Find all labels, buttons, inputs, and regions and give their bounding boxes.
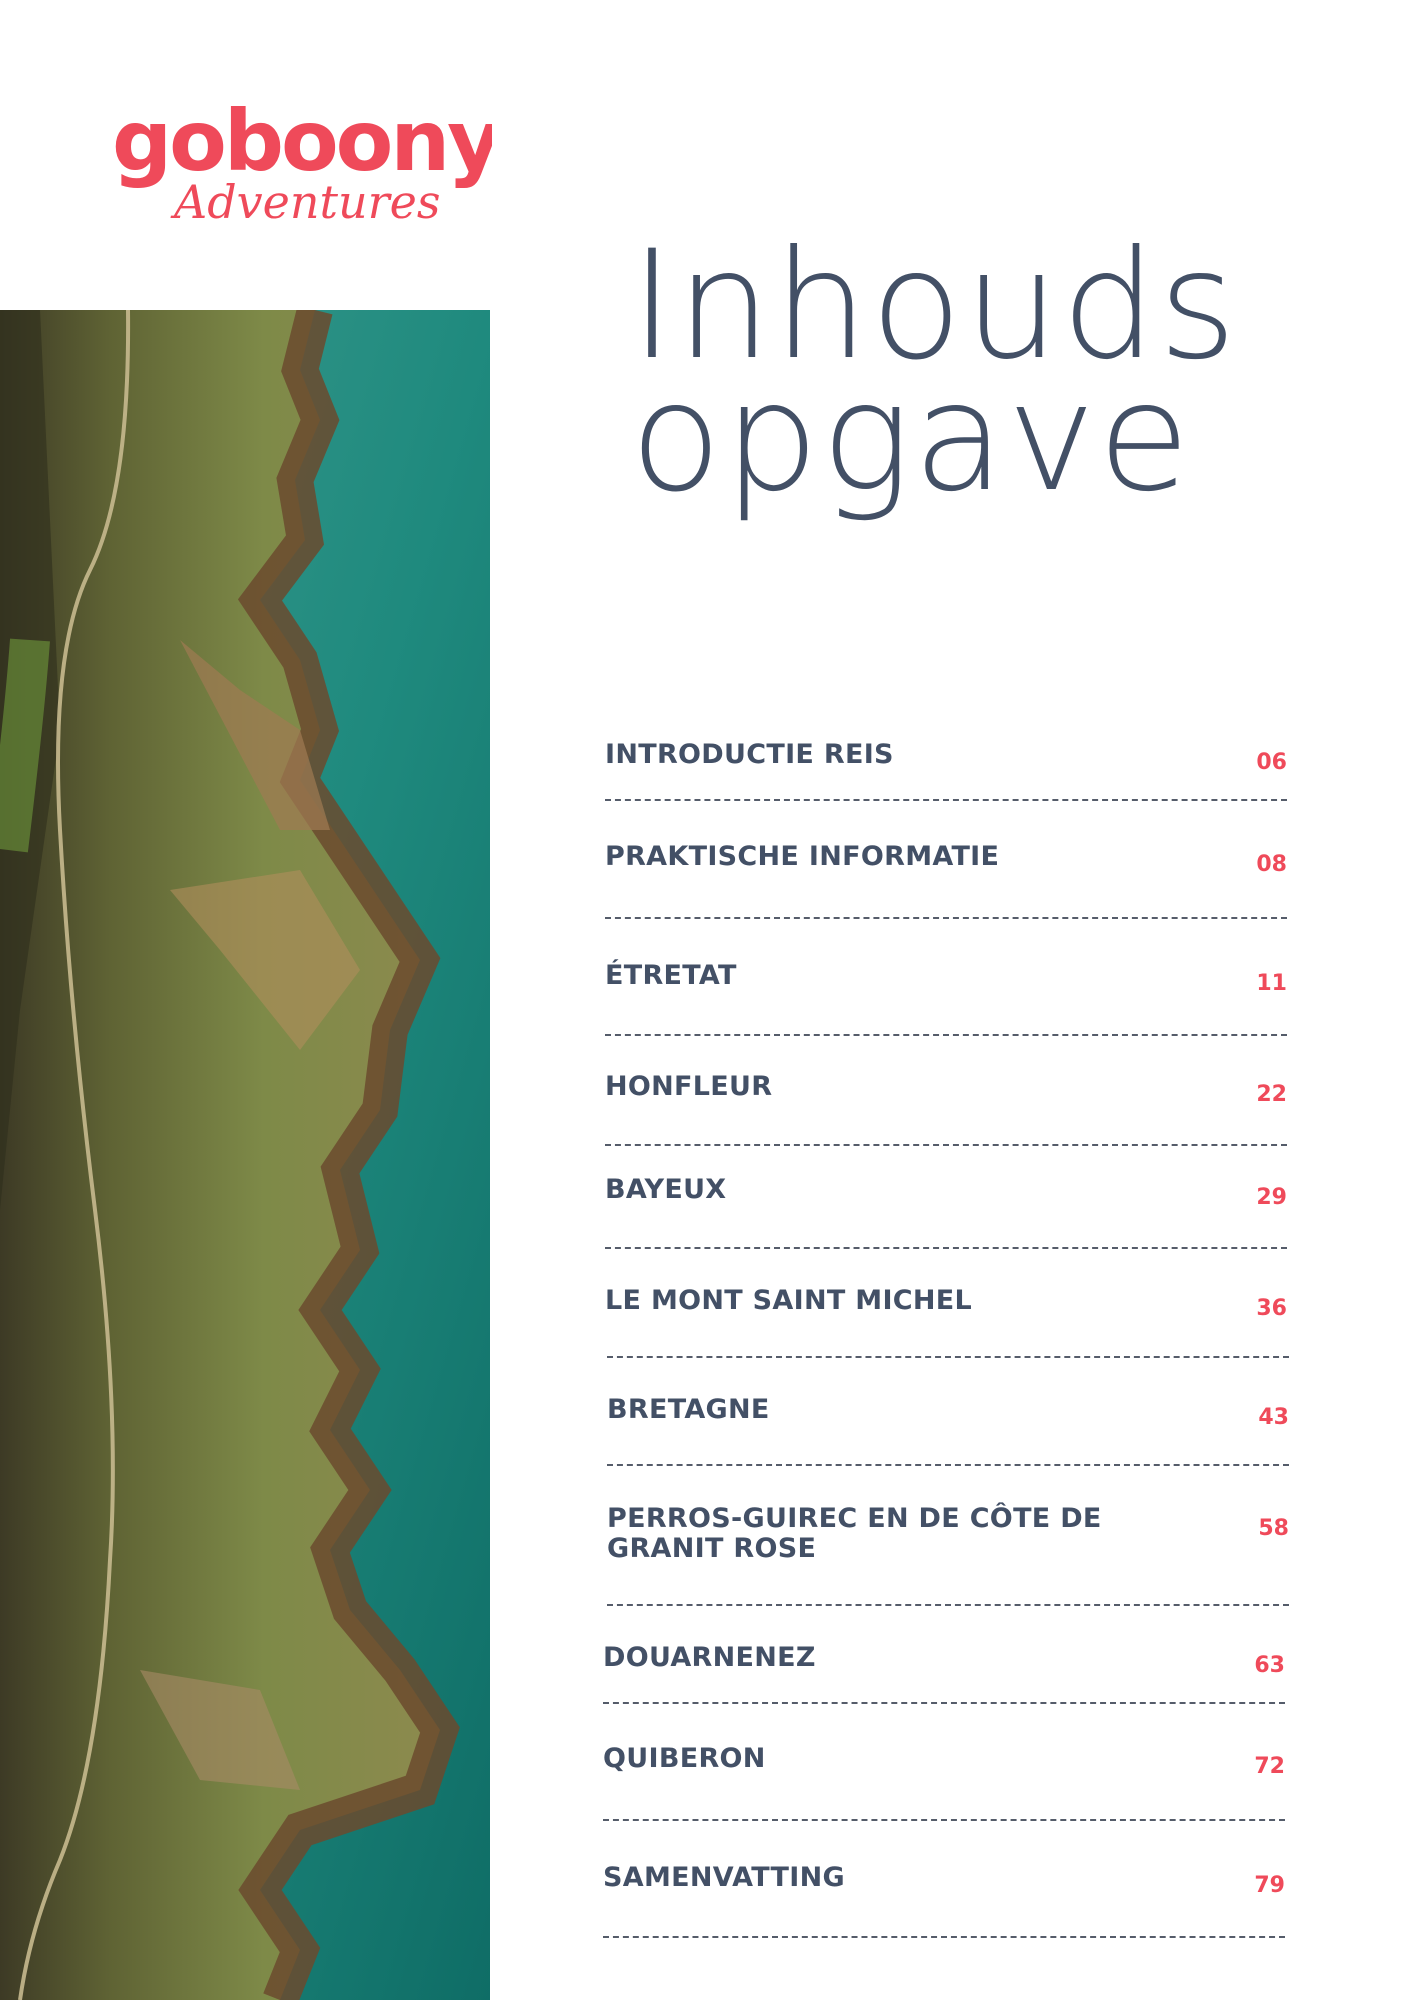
toc-divider [603, 1819, 1285, 1821]
toc-entry-page: 11 [1256, 971, 1287, 996]
toc-entry-label: LE MONT SAINT MICHEL [605, 1285, 973, 1316]
page-title-line-2: opgave [630, 351, 1192, 525]
toc-entry-page: 22 [1256, 1082, 1287, 1107]
toc-entry-page: 06 [1256, 750, 1287, 775]
logo-main-text: goboony [112, 100, 492, 190]
toc-divider [607, 1604, 1289, 1606]
toc-divider [603, 1702, 1285, 1704]
toc-divider [605, 799, 1287, 801]
toc-divider [605, 1247, 1287, 1249]
aerial-coast-photo [0, 310, 490, 2000]
toc-entry-page: 72 [1254, 1754, 1285, 1779]
toc-entry-page: 29 [1256, 1185, 1287, 1210]
toc-entry-label: ÉTRETAT [605, 960, 737, 991]
toc-entry-label: INTRODUCTIE REIS [605, 739, 894, 770]
toc-divider [603, 1936, 1285, 1938]
toc-entry-label: DOUARNENEZ [603, 1642, 816, 1673]
toc-divider [605, 917, 1287, 919]
toc-entry-page: 58 [1258, 1516, 1289, 1541]
toc-entry-page: 79 [1254, 1873, 1285, 1898]
toc-entry-label: BRETAGNE [607, 1394, 770, 1425]
page-title-line-1: Inhouds [630, 219, 1239, 393]
toc-entry-page: 63 [1254, 1653, 1285, 1678]
toc-divider [605, 1034, 1287, 1036]
toc-divider [607, 1356, 1289, 1358]
toc-entry-label: PRAKTISCHE INFORMATIE [605, 841, 1000, 872]
goboony-logo [112, 100, 492, 230]
toc-entry-page: 08 [1256, 852, 1287, 877]
toc-entry-label: SAMENVATTING [603, 1862, 845, 1893]
toc-entry-label: PERROS-GUIREC EN DE CÔTE DE GRANIT ROSE [607, 1503, 1102, 1564]
toc-entry-label: BAYEUX [605, 1174, 727, 1205]
page-title [630, 219, 1239, 525]
toc-entry-page: 36 [1256, 1296, 1287, 1321]
toc-divider [605, 1144, 1287, 1146]
toc-divider [607, 1464, 1289, 1466]
toc-entry-page: 43 [1258, 1405, 1289, 1430]
toc-entry-label: HONFLEUR [605, 1071, 773, 1102]
logo-script-text: Adventures [174, 175, 441, 229]
toc-entry-label: QUIBERON [603, 1743, 766, 1774]
